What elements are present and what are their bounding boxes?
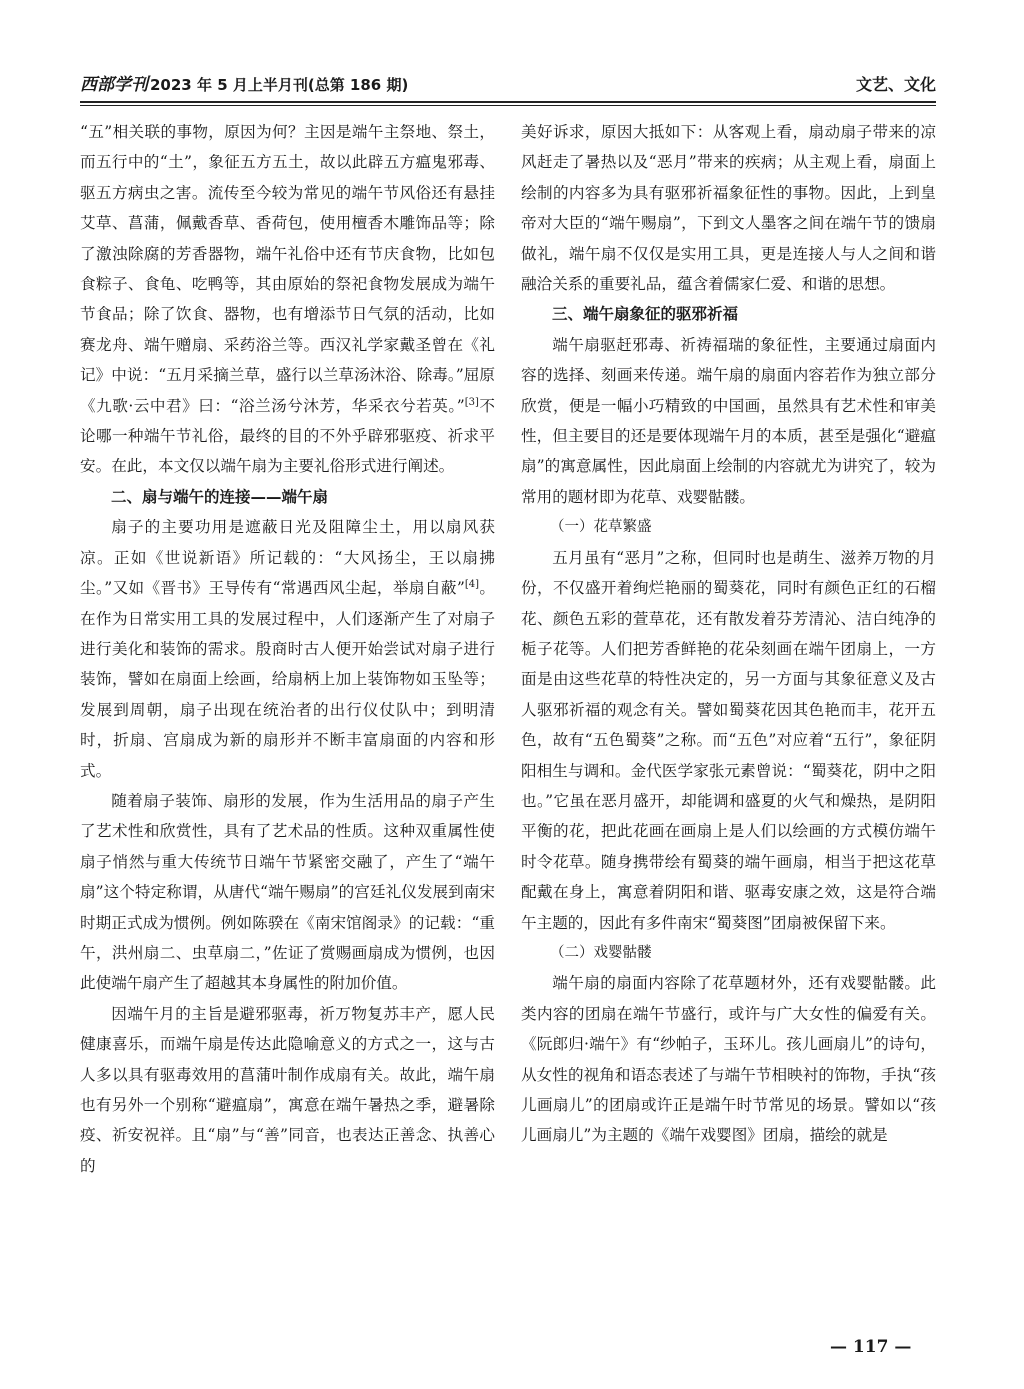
citation-ref: [4]: [464, 579, 479, 591]
paragraph: [80, 117, 495, 482]
paragraph: 美好诉求，原因大抵如下：从客观上看，扇动扇子带来的凉风赶走了暑热以及“恶月”带来的疾病；从主观上看，扇面上绘制的内容多为具有驱邪祈福象征性的事物。因此，上到皇帝对大臣的“端午赐扇”，下到文人墨客之间在端午节的馈扇做礼，端午扇不仅仅是实用工具，更是连接人与人之间和谐融洽关系的重要礼品，蕴含着儒家仁爱、和谐的思想。: [521, 123, 936, 294]
section-heading: 三、端午扇象征的驱邪祈福: [552, 305, 739, 324]
paragraph: 因端午月的主旨是避邪驱毒，祈万物复苏丰产，愿人民健康喜乐，而端午扇是传达此隐喻意义的方式之一，这与古人多以具有驱毒效用的菖蒲叶制作成扇有关。故此，端午扇也有另外一个别称“避瘟扇”，寓意在端午暑热之季，避暑除疫、祈安祝祥。且“扇”与“善”同音，也表达正善念、执善心的: [80, 1004, 495, 1175]
paragraph-text: 不论哪一种端午节礼俗，最终的目的不外乎辟邪驱疫、祈求平安。在此，本文仅以端午扇为主要礼俗形式进行阐述。: [80, 396, 495, 476]
journal-info: [80, 73, 408, 97]
left-column: [80, 117, 495, 1181]
header-rule-thick: [80, 101, 936, 103]
citation-ref: [3]: [464, 396, 479, 408]
subsection-heading: （二）戏婴骷髅: [550, 944, 652, 961]
journal-brand: 西部学刊: [80, 75, 148, 95]
paragraph-text: 扇子的主要功用是遮蔽日光及阻障尘土，用以扇风获凉。正如《世说新语》所记载的：“大风扬尘，王以扇拂尘。”又如《晋书》王导传有“常遇西风尘起，举扇自蔽”: [80, 518, 495, 598]
subsection-heading: （一）花草繁盛: [550, 519, 652, 536]
paragraph: 五月虽有“恶月”之称，但同时也是萌生、滋养万物的月份，不仅盛开着绚烂艳丽的蜀葵花，同时有颜色正红的石榴花、颜色五彩的萱草花，还有散发着芬芳清沁、洁白纯净的栀子花等。人们把芳香鲜艳的花朵刻画在端午团扇上，一方面是由这些花草的特性决定的，另一方面与其象征意义及古人驱邪祈福的观念有关。譬如蜀葵花因其色艳而丰，花开五色，故有“五色蜀葵”之称。而“五色”对应着“五行”，象征阴阳相生与调和。金代医学家张元素曾说：“蜀葵花，阴中之阳也。”它虽在恶月盛开，却能调和盛夏的火气和燥热，是阴阳平衡的花，把此花画在画扇上是人们以绘画的方式模仿端午时令花草。随身携带绘有蜀葵的端午画扇，相当于把这花草配戴在身上，寓意着阴阳和谐、驱毒安康之效，这是符合端午主题的，因此有多件南宋“蜀葵图”团扇被保留下来。: [521, 548, 936, 932]
section-name: 文艺、文化: [855, 75, 936, 94]
section-heading: 二、扇与端午的连接——端午扇: [111, 487, 329, 506]
paragraph-text: 。在作为日常实用工具的发展过程中，人们逐渐产生了对扇子进行美化和装饰的需求。殷商时古人便开始尝试对扇子进行装饰，譬如在扇面上绘画，给扇柄上加上装饰物如玉坠等；发展到周朝，扇子出现在统治者的出行仪仗队中；到明清时，折扇、宫扇成为新的扇形并不断丰富扇面的内容和形式。: [80, 579, 495, 780]
paragraph: 随着扇子装饰、扇形的发展，作为生活用品的扇子产生了艺术性和欣赏性，具有了艺术品的性质。这种双重属性使扇子悄然与重大传统节日端午节紧密交融了，产生了“端午扇”这个特定称谓，从唐代“端午赐扇”的宫廷礼仪发展到南宋时期正式成为惯例。例如陈骙在《南宋馆阁录》的记载：“重午，洪州扇二、虫草扇二，”佐证了赏赐画扇成为惯例，也因此使端午扇产生了超越其本身属性的附加价值。: [80, 791, 495, 993]
paragraph: [80, 512, 495, 786]
header-rule-thin: [80, 105, 936, 106]
right-column: [521, 117, 936, 1151]
journal-issue: 2023 年 5 月上半月刊(总第 186 期): [150, 76, 409, 94]
running-header: [80, 73, 936, 97]
paragraph: 端午扇驱赶邪毒、祈祷福瑞的象征性，主要通过扇面内容的选择、刻画来传递。端午扇的扇面内容若作为独立部分欣赏，便是一幅小巧精致的中国画，虽然具有艺术性和审美性，但主要目的还是要体现端午月的本质，甚至是强化“避瘟扇”的寓意属性，因此扇面上绘制的内容就尤为讲究了，较为常用的题材即为花草、戏婴骷髅。: [521, 335, 936, 506]
paragraph: 端午扇的扇面内容除了花草题材外，还有戏婴骷髅。此类内容的团扇在端午节盛行，或许与广大女性的偏爱有关。《阮郎归·端午》有“纱帕子，玉环儿。孩儿画扇儿”的诗句，从女性的视角和语态表述了与端午节相映衬的饰物，手执“孩儿画扇儿”的团扇或许正是端午时节常见的场景。譬如以“孩儿画扇儿”为主题的《端午戏婴图》团扇，描绘的就是: [521, 974, 936, 1145]
page-number: — 117 —: [830, 1337, 912, 1357]
paragraph-text: “五”相关联的事物，原因为何？主因是端午主祭地、祭土，而五行中的“土”，象征五方五土，故以此辟五方瘟鬼邪毒、驱五方病虫之害。流传至今较为常见的端午节风俗还有悬挂艾草、菖蒲，佩戴香草、香荷包，使用檀香木雕饰品等；除了激浊除腐的芳香器物，端午礼俗中还有节庆食物，比如包食粽子、食龟、吃鸭等，其由原始的祭祀食物发展成为端午节食品；除了饮食、器物，也有增添节日气氛的活动，比如赛龙舟、端午赠扇、采药浴兰等。西汉礼学家戴圣曾在《礼记》中说：“五月采摘兰草，盛行以兰草汤沐浴、除毒。”屈原《九歌·云中君》曰：“浴兰汤兮沐芳，华采衣兮若英。”: [80, 123, 495, 415]
